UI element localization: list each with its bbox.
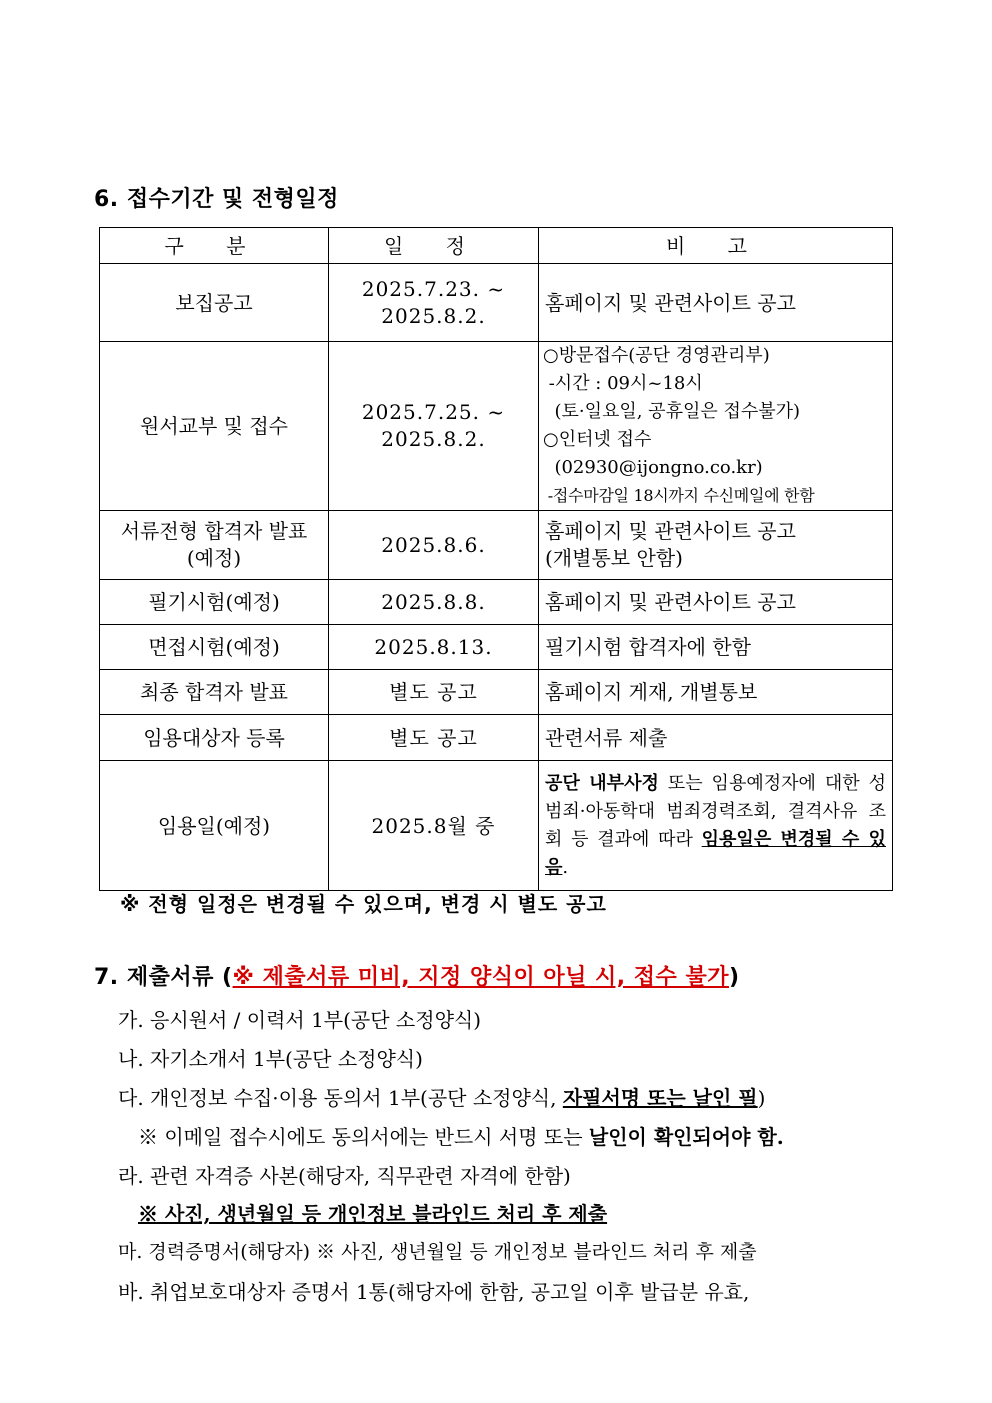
section-7-title-text: 7. 제출서류 ( xyxy=(94,965,233,990)
remark-line: (개별통보 안함) xyxy=(545,546,683,570)
row-category: 임용대상자 등록 xyxy=(100,715,329,761)
table-row xyxy=(100,625,893,670)
row-remark xyxy=(539,511,893,580)
remark-line: 홈페이지 및 관련사이트 공고 xyxy=(545,519,796,543)
table-row xyxy=(100,670,893,715)
row-remark xyxy=(539,342,893,511)
item-c-note-bold: 날인이 확인되어야 함. xyxy=(588,1125,784,1149)
row-date: 별도 공고 xyxy=(329,670,539,715)
table-row xyxy=(100,715,893,761)
category-line: (예정) xyxy=(186,546,242,570)
row-date: 별도 공고 xyxy=(329,715,539,761)
item-e: 마. 경력증명서(해당자) ※ 사진, 생년월일 등 개인정보 블라인드 처리 후 제출 xyxy=(118,1241,757,1263)
row-category: 필기시험(예정) xyxy=(100,580,329,625)
item-c-bold: 자필서명 또는 날인 필 xyxy=(562,1086,758,1110)
section-7-warning: ※ 제출서류 미비, 지정 양식이 아닐 시, 접수 불가 xyxy=(232,965,729,990)
item-f: 바. 취업보호대상자 증명서 1통(해당자에 한함, 공고일 이후 발급분 유효, xyxy=(118,1280,750,1304)
remark-bold: 공단 내부사정 xyxy=(545,772,659,794)
row-category: 면접시험(예정) xyxy=(100,625,329,670)
item-a: 가. 응시원서 / 이력서 1부(공단 소정양식) xyxy=(118,1008,482,1032)
item-c-text: 다. 개인정보 수집·이용 동의서 1부(공단 소정양식, xyxy=(118,1086,563,1110)
section-6-title: 6. 접수기간 및 전형일정 xyxy=(94,187,339,212)
row-date: 2025.8.6. xyxy=(329,511,539,580)
remark-text: 또는 임용예정자에 대한 성범죄·아동학대 범죄경력조회, 결격사유 조회 등 결과에 따라 xyxy=(545,772,886,850)
row-category: 최종 합격자 발표 xyxy=(100,670,329,715)
date-line: 2025.8.2. xyxy=(381,427,486,451)
table-row xyxy=(100,761,893,891)
header-remark: 비 고 xyxy=(539,228,893,264)
item-b: 나. 자기소개서 1부(공단 소정양식) xyxy=(118,1047,423,1071)
table-row xyxy=(100,264,893,342)
remark-line: ○방문접수(공단 경영관리부) xyxy=(543,345,770,366)
row-remark: 홈페이지 및 관련사이트 공고 xyxy=(539,264,893,342)
remark-line: ○인터넷 접수 xyxy=(543,429,652,450)
schedule-table xyxy=(99,227,893,891)
row-category: 임용일(예정) xyxy=(100,761,329,891)
row-date: 2025.8.13. xyxy=(329,625,539,670)
item-d-note: ※ 사진, 생년월일 등 개인정보 블라인드 처리 후 제출 xyxy=(138,1202,608,1226)
date-line: 2025.7.23. ~ xyxy=(361,276,506,301)
remark-underline: 임용일은 변경될 수 있음 xyxy=(545,828,886,878)
row-category xyxy=(100,511,329,580)
row-date xyxy=(329,264,539,342)
row-remark xyxy=(539,761,893,891)
table-row xyxy=(100,342,893,511)
category-line: 서류전형 합격자 발표 xyxy=(120,519,308,543)
date-line: 2025.7.25. ~ xyxy=(361,400,506,424)
row-category: 원서교부 및 접수 xyxy=(100,342,329,511)
header-schedule: 일 정 xyxy=(329,228,539,264)
date-line: 2025.8.2. xyxy=(381,303,486,328)
table-row xyxy=(100,580,893,625)
section-7-title-end: ) xyxy=(728,965,740,990)
row-category: 보집공고 xyxy=(100,264,329,342)
row-date xyxy=(329,342,539,511)
row-remark: 홈페이지 게재, 개별통보 xyxy=(539,670,893,715)
item-d: 라. 관련 자격증 사본(해당자, 직무관련 자격에 한함) xyxy=(118,1164,571,1188)
remark-end: . xyxy=(562,856,569,878)
header-category: 구 분 xyxy=(100,228,329,264)
remark-line: -시간 : 09시~18시 xyxy=(543,373,703,394)
row-remark: 관련서류 제출 xyxy=(539,715,893,761)
schedule-footnote: ※ 전형 일정은 변경될 수 있으며, 변경 시 별도 공고 xyxy=(120,892,607,916)
table-header-row xyxy=(100,228,893,264)
item-c-end: ) xyxy=(757,1086,766,1110)
item-c-note-text: ※ 이메일 접수시에도 동의서에는 반드시 서명 또는 xyxy=(138,1125,589,1149)
row-date: 2025.8.8. xyxy=(329,580,539,625)
remark-line: (02930@ijongno.co.kr) xyxy=(543,457,763,478)
row-remark: 홈페이지 및 관련사이트 공고 xyxy=(539,580,893,625)
row-remark: 필기시험 합격자에 한함 xyxy=(539,625,893,670)
item-c xyxy=(118,1082,765,1111)
item-c-note xyxy=(138,1121,784,1150)
section-7-title xyxy=(94,960,740,991)
table-row xyxy=(100,511,893,580)
row-date: 2025.8월 중 xyxy=(329,761,539,891)
remark-line: (토·일요일, 공휴일은 접수불가) xyxy=(543,401,801,422)
remark-line: -접수마감일 18시까지 수신메일에 한함 xyxy=(543,486,815,505)
